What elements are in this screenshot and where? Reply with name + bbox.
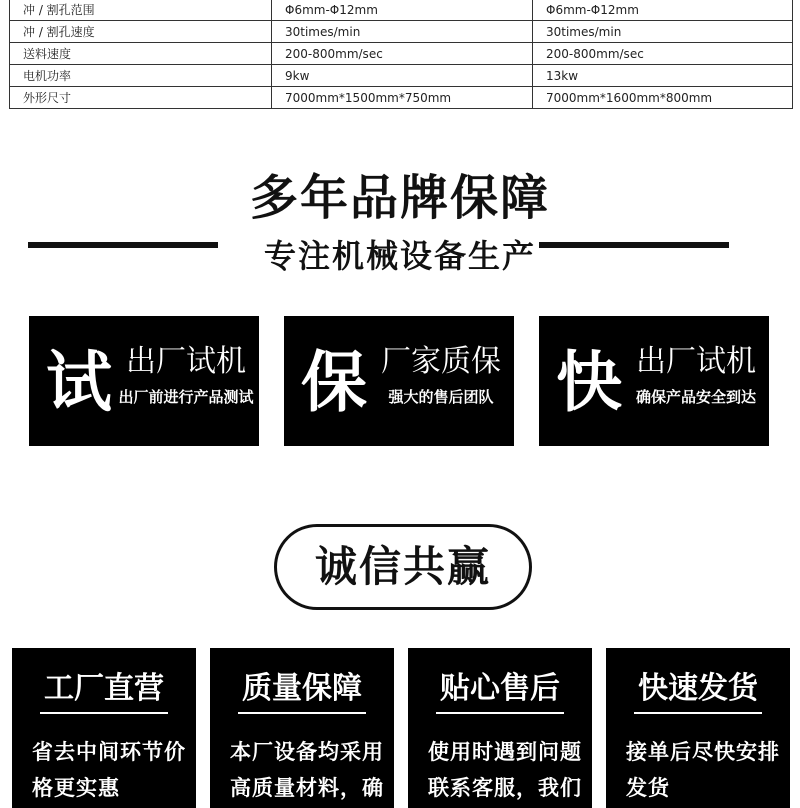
service-text-line: 高质量材料，确 <box>230 776 384 800</box>
service-text-line: 联系客服，我们 <box>428 776 582 800</box>
table-row <box>10 87 793 109</box>
spec-value: 9kw <box>272 65 533 87</box>
service-card-direct <box>12 648 196 808</box>
feature-card-test <box>29 316 259 446</box>
feature-heading: 出厂试机 <box>126 344 246 379</box>
service-divider <box>238 712 366 714</box>
spec-value: 30times/min <box>272 21 533 43</box>
service-title: 贴心售后 <box>440 671 560 706</box>
service-text-line: 使用时遇到问题 <box>428 740 582 764</box>
service-text <box>32 734 186 806</box>
table-row <box>10 21 793 43</box>
spec-table <box>9 0 793 109</box>
honesty-badge: 诚信共赢 <box>274 524 532 610</box>
service-text <box>230 734 384 806</box>
feature-char: 快 <box>556 344 622 421</box>
service-card-aftersales <box>408 648 592 808</box>
service-divider <box>436 712 564 714</box>
feature-desc: 强大的售后团队 <box>388 388 494 406</box>
spec-label: 电机功率 <box>10 65 272 87</box>
spec-label: 冲 / 割孔速度 <box>10 21 272 43</box>
brand-title: 多年品牌保障 <box>249 170 550 226</box>
table-row <box>10 43 793 65</box>
feature-char: 试 <box>46 344 112 421</box>
spec-label: 送料速度 <box>10 43 272 65</box>
feature-heading: 出厂试机 <box>636 344 756 379</box>
spec-value: 30times/min <box>533 21 793 43</box>
feature-card-fast <box>539 316 769 446</box>
service-title: 质量保障 <box>242 671 362 706</box>
feature-card-warranty <box>284 316 514 446</box>
spec-value: Φ6mm-Φ12mm <box>533 0 793 21</box>
spec-value: 13kw <box>533 65 793 87</box>
service-title: 工厂直营 <box>44 671 164 706</box>
service-text-line: 接单后尽快安排 <box>626 740 780 764</box>
feature-heading: 厂家质保 <box>381 344 501 379</box>
spec-label: 冲 / 割孔范围 <box>10 0 272 21</box>
service-divider <box>40 712 168 714</box>
service-card-shipping <box>606 648 790 808</box>
spec-value: 200-800mm/sec <box>272 43 533 65</box>
spec-value: 7000mm*1600mm*800mm <box>533 87 793 109</box>
spec-value: 200-800mm/sec <box>533 43 793 65</box>
feature-desc: 出厂前进行产品测试 <box>118 388 254 406</box>
spec-label: 外形尺寸 <box>10 87 272 109</box>
service-card-quality <box>210 648 394 808</box>
service-divider <box>634 712 762 714</box>
service-text <box>626 734 780 806</box>
table-row <box>10 0 793 21</box>
service-title: 快速发货 <box>638 671 758 706</box>
service-text-line: 省去中间环节价 <box>32 740 186 764</box>
brand-subtitle: 专注机械设备生产 <box>263 237 536 275</box>
feature-char: 保 <box>301 344 367 421</box>
service-text-line: 发货 <box>626 776 670 800</box>
spec-value: 7000mm*1500mm*750mm <box>272 87 533 109</box>
service-text-line: 格更实惠 <box>32 776 120 800</box>
feature-desc: 确保产品安全到达 <box>635 388 756 406</box>
spec-value: Φ6mm-Φ12mm <box>272 0 533 21</box>
service-text-line: 本厂设备均采用 <box>230 740 384 764</box>
service-text <box>428 734 582 806</box>
table-row <box>10 65 793 87</box>
